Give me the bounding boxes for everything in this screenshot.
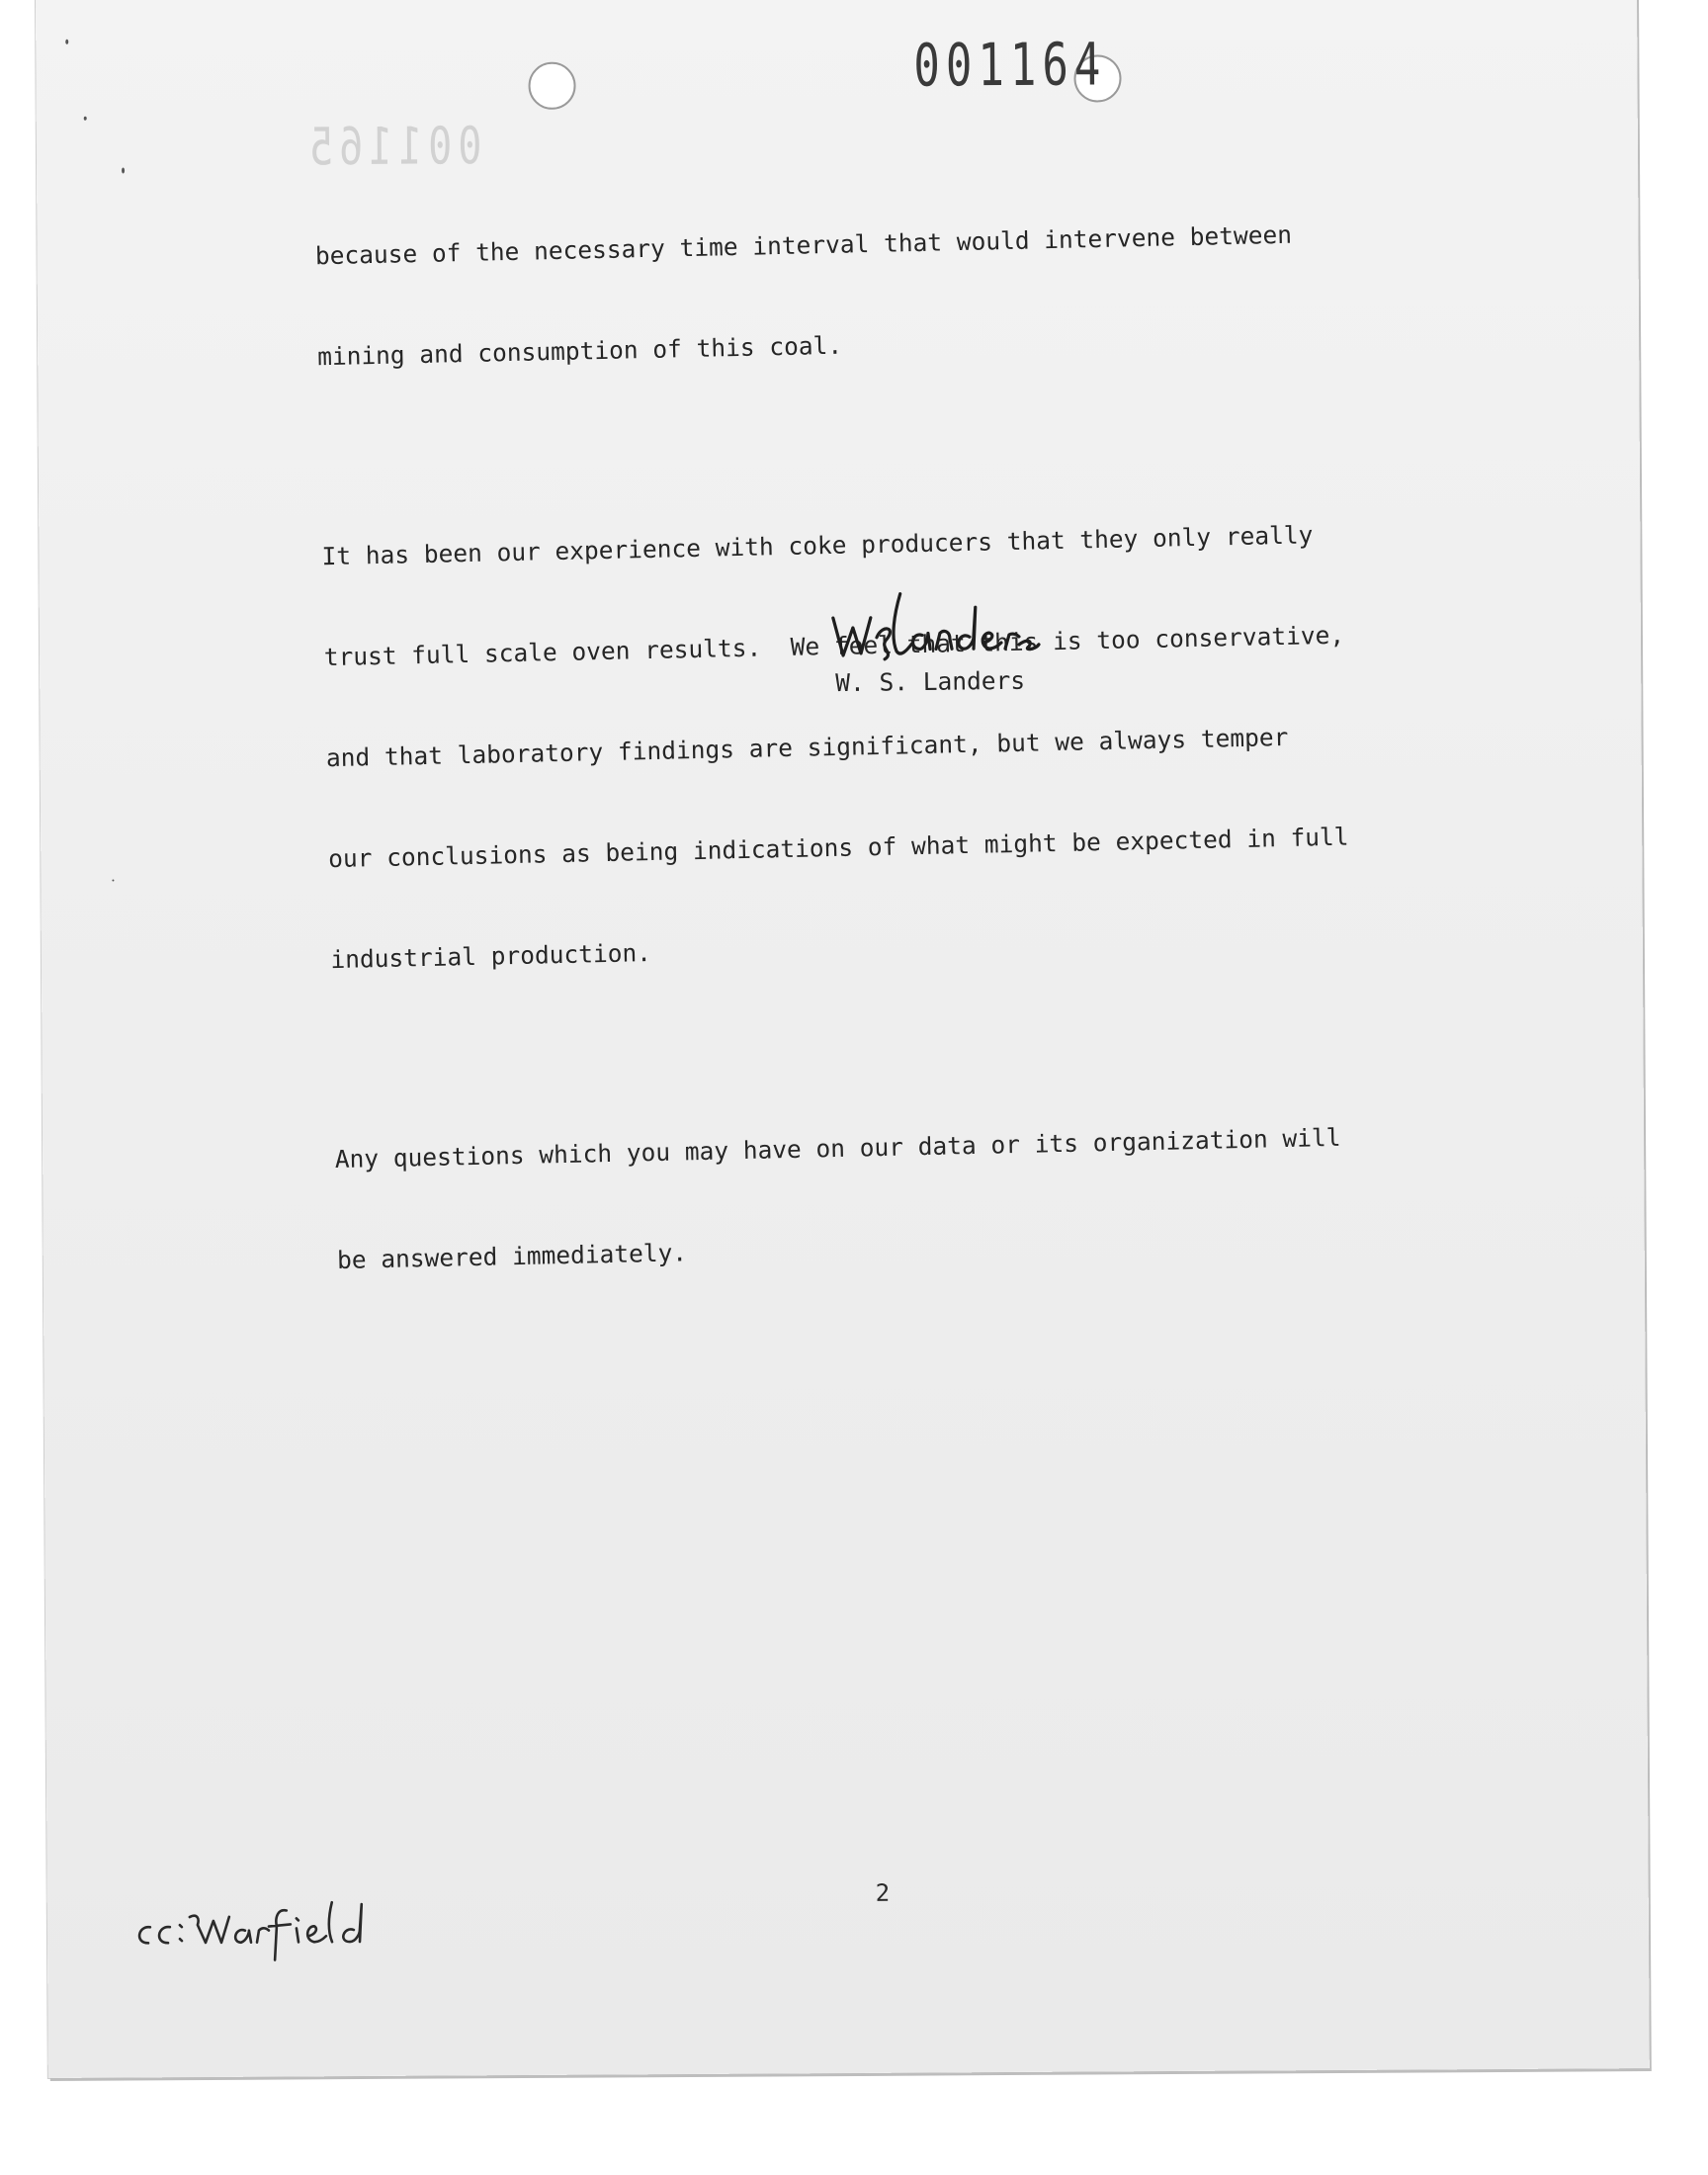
text-line: Any questions which you may have on our data or its organization will — [334, 1122, 1341, 1174]
text-line: industrial production. — [330, 938, 652, 975]
text-line: and that laboratory findings are significant, but we always temper — [325, 722, 1289, 773]
cc-note-handwriting — [130, 1896, 427, 1967]
letter-body — [313, 146, 1535, 1376]
typed-signature-name: W. S. Landers — [835, 665, 1026, 698]
scan-speck — [65, 40, 68, 44]
scan-speck — [84, 117, 87, 121]
text-line: be answered immediately. — [336, 1238, 688, 1275]
page-number: 2 — [875, 1878, 891, 1907]
bates-number: 001164 — [913, 31, 1107, 101]
bates-number-bleedthrough: 001165 — [302, 117, 482, 178]
text-line: It has been our experience with coke producers that they only really — [321, 520, 1314, 571]
paragraph-2 — [320, 447, 1528, 1044]
paragraph-3 — [333, 1050, 1535, 1345]
scan-speck — [112, 880, 114, 882]
cc-handwritten-note — [130, 1896, 427, 1972]
handwritten-signature — [825, 586, 1122, 667]
punch-hole-left — [528, 62, 575, 110]
text-line: trust full scale oven results. We feel that this is too conservative, — [323, 620, 1345, 672]
paragraph-1 — [313, 146, 1515, 441]
signature-block — [825, 586, 1143, 696]
text-line: mining and consumption of this coal. — [316, 330, 843, 372]
text-line: because of the necessary time interval that would intervene between — [314, 219, 1293, 271]
scan-speck — [122, 167, 125, 173]
document-page — [36, 0, 1650, 2078]
text-line: our conclusions as being indications of what might be expected in full — [327, 822, 1349, 874]
